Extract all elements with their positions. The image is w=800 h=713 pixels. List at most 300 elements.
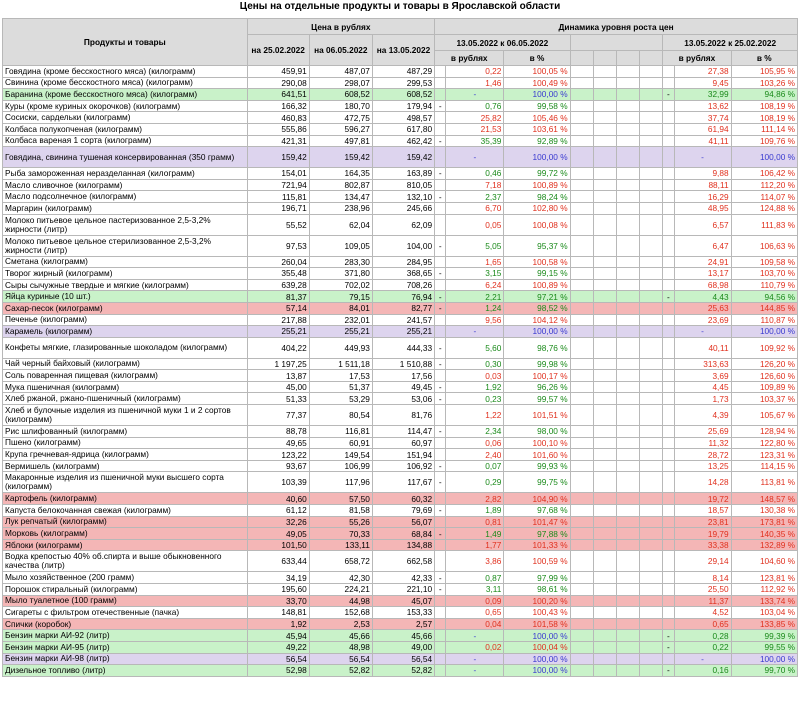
table-row <box>3 202 798 214</box>
empty-cell <box>570 179 593 191</box>
minus-sign <box>435 66 446 78</box>
empty-cell <box>594 89 617 101</box>
table-row <box>3 653 798 665</box>
minus-sign <box>663 135 674 147</box>
empty-cell <box>594 268 617 280</box>
change-pct-cell: 100,00 % <box>504 326 570 338</box>
price-cell: 159,42 <box>247 147 309 168</box>
table-row <box>3 426 798 438</box>
change-rub-cell: 13,62 <box>674 100 731 112</box>
change-pct-cell: 105,46 % <box>504 112 570 124</box>
minus-sign <box>435 607 446 619</box>
change-rub-cell: 1,92 <box>446 381 504 393</box>
header-blank <box>617 51 639 66</box>
empty-cell <box>570 202 593 214</box>
minus-sign <box>663 256 674 268</box>
table-row <box>3 505 798 517</box>
empty-cell <box>639 326 662 338</box>
change-rub-cell: 40,11 <box>674 337 731 358</box>
change-rub-cell: 28,72 <box>674 449 731 461</box>
table-row <box>3 112 798 124</box>
minus-sign <box>435 179 446 191</box>
table-row <box>3 214 798 235</box>
change-pct-cell: 106,63 % <box>731 235 797 256</box>
empty-cell <box>594 100 617 112</box>
product-name: Соль поваренная пищевая (килограмм) <box>3 370 248 382</box>
price-cell: 52,82 <box>309 665 372 677</box>
minus-sign <box>663 607 674 619</box>
empty-cell <box>617 279 639 291</box>
table-row <box>3 168 798 180</box>
table-row <box>3 123 798 135</box>
empty-cell <box>594 665 617 677</box>
minus-sign <box>663 77 674 89</box>
change-pct-cell: 103,37 % <box>731 393 797 405</box>
change-rub-cell: 2,34 <box>446 426 504 438</box>
table-row <box>3 493 798 505</box>
change-pct-cell: 99,70 % <box>731 665 797 677</box>
empty-cell <box>594 291 617 303</box>
change-rub-cell: 41,11 <box>674 135 731 147</box>
minus-sign <box>435 89 446 101</box>
empty-cell <box>594 256 617 268</box>
price-cell: 53,29 <box>309 393 372 405</box>
change-rub-cell: 29,14 <box>674 551 731 572</box>
empty-cell <box>570 551 593 572</box>
change-rub-cell: 0,16 <box>674 665 731 677</box>
change-rub-cell: 68,98 <box>674 279 731 291</box>
price-cell: 617,80 <box>372 123 434 135</box>
empty-cell <box>617 326 639 338</box>
price-cell: 104,00 <box>372 235 434 256</box>
price-cell: 81,58 <box>309 505 372 517</box>
change-rub-cell: 4,45 <box>674 381 731 393</box>
change-pct-cell: 112,20 % <box>731 179 797 191</box>
table-row <box>3 572 798 584</box>
change-rub-cell: 3,11 <box>446 584 504 596</box>
change-rub-cell: 11,37 <box>674 595 731 607</box>
price-cell: 708,26 <box>372 279 434 291</box>
product-name: Бензин марки АИ-95 (литр) <box>3 641 248 653</box>
price-cell: 49,05 <box>247 528 309 540</box>
empty-cell <box>570 100 593 112</box>
change-pct-cell: 108,19 % <box>731 100 797 112</box>
minus-sign <box>663 437 674 449</box>
table-row <box>3 314 798 326</box>
price-cell: 180,70 <box>309 100 372 112</box>
change-rub-cell: 0,05 <box>446 214 504 235</box>
change-pct-cell: 92,89 % <box>504 135 570 147</box>
change-rub-cell: 2,21 <box>446 291 504 303</box>
price-cell: 61,12 <box>247 505 309 517</box>
empty-cell <box>617 618 639 630</box>
price-cell: 44,98 <box>309 595 372 607</box>
empty-cell <box>617 302 639 314</box>
empty-cell <box>639 493 662 505</box>
price-cell: 2,57 <box>372 618 434 630</box>
empty-cell <box>617 551 639 572</box>
product-name: Карамель (килограмм) <box>3 326 248 338</box>
price-cell: 132,10 <box>372 191 434 203</box>
product-name: Сыры сычужные твердые и мягкие (килограмм) <box>3 279 248 291</box>
change-rub-cell: - <box>674 653 731 665</box>
change-pct-cell: 124,88 % <box>731 202 797 214</box>
empty-cell <box>594 426 617 438</box>
minus-sign: - <box>435 168 446 180</box>
empty-cell <box>639 551 662 572</box>
change-rub-cell: 0,04 <box>446 618 504 630</box>
empty-cell <box>617 100 639 112</box>
empty-cell <box>570 135 593 147</box>
empty-cell <box>594 551 617 572</box>
minus-sign: - <box>663 665 674 677</box>
price-cell: 196,71 <box>247 202 309 214</box>
change-rub-cell: 3,86 <box>446 551 504 572</box>
header-date-1: на 25.02.2022 <box>247 35 309 66</box>
price-cell: 56,54 <box>309 653 372 665</box>
empty-cell <box>639 256 662 268</box>
product-name: Сметана (килограмм) <box>3 256 248 268</box>
minus-sign <box>435 595 446 607</box>
change-rub-cell: 0,81 <box>446 516 504 528</box>
empty-cell <box>570 528 593 540</box>
price-cell: 217,88 <box>247 314 309 326</box>
product-name: Лук репчатый (килограмм) <box>3 516 248 528</box>
minus-sign <box>663 595 674 607</box>
price-cell: 88,78 <box>247 426 309 438</box>
empty-cell <box>570 618 593 630</box>
price-cell: 421,31 <box>247 135 309 147</box>
minus-sign <box>435 279 446 291</box>
empty-cell <box>617 314 639 326</box>
change-pct-cell: 103,70 % <box>731 268 797 280</box>
empty-cell <box>617 123 639 135</box>
change-pct-cell: 100,00 % <box>504 653 570 665</box>
empty-cell <box>639 302 662 314</box>
change-rub-cell: - <box>446 653 504 665</box>
minus-sign <box>435 539 446 551</box>
empty-cell <box>617 202 639 214</box>
table-row <box>3 135 798 147</box>
minus-sign <box>663 302 674 314</box>
empty-cell <box>617 112 639 124</box>
empty-cell <box>617 505 639 517</box>
empty-cell <box>570 449 593 461</box>
change-pct-cell: 100,00 % <box>731 653 797 665</box>
table-row <box>3 516 798 528</box>
empty-cell <box>570 77 593 89</box>
change-rub-cell: 1,46 <box>446 77 504 89</box>
minus-sign <box>663 370 674 382</box>
change-pct-cell: 99,93 % <box>504 460 570 472</box>
empty-cell <box>617 449 639 461</box>
change-pct-cell: 99,58 % <box>504 100 570 112</box>
price-cell: 487,07 <box>309 66 372 78</box>
empty-cell <box>639 539 662 551</box>
product-name: Морковь (килограмм) <box>3 528 248 540</box>
price-cell: 255,21 <box>309 326 372 338</box>
empty-cell <box>570 337 593 358</box>
table-row <box>3 279 798 291</box>
empty-cell <box>570 302 593 314</box>
change-pct-cell: 100,43 % <box>504 607 570 619</box>
change-rub-cell: 35,39 <box>446 135 504 147</box>
empty-cell <box>617 572 639 584</box>
change-rub-cell: 0,09 <box>446 595 504 607</box>
price-cell: 459,91 <box>247 66 309 78</box>
price-cell: 76,94 <box>372 291 434 303</box>
price-cell: 371,80 <box>309 268 372 280</box>
empty-cell <box>594 235 617 256</box>
table-row <box>3 381 798 393</box>
price-cell: 1 511,18 <box>309 358 372 370</box>
change-rub-cell: 1,77 <box>446 539 504 551</box>
price-cell: 159,42 <box>309 147 372 168</box>
price-cell: 123,22 <box>247 449 309 461</box>
change-rub-cell: 0,03 <box>446 370 504 382</box>
change-rub-cell: 88,11 <box>674 179 731 191</box>
empty-cell <box>639 607 662 619</box>
change-rub-cell: 0,06 <box>446 437 504 449</box>
change-rub-cell: 6,24 <box>446 279 504 291</box>
minus-sign <box>663 337 674 358</box>
minus-sign <box>663 381 674 393</box>
change-pct-cell: 100,00 % <box>504 147 570 168</box>
change-rub-cell: 21,53 <box>446 123 504 135</box>
header-prices: Цена в рублях <box>247 19 435 35</box>
price-cell: 45,66 <box>372 630 434 642</box>
empty-cell <box>617 77 639 89</box>
minus-sign <box>435 202 446 214</box>
price-cell: 17,53 <box>309 370 372 382</box>
price-cell: 179,94 <box>372 100 434 112</box>
change-rub-cell: 6,70 <box>446 202 504 214</box>
minus-sign <box>435 370 446 382</box>
price-cell: 79,15 <box>309 291 372 303</box>
empty-cell <box>639 381 662 393</box>
minus-sign <box>663 147 674 168</box>
empty-cell <box>639 572 662 584</box>
empty-cell <box>594 493 617 505</box>
price-cell: 17,56 <box>372 370 434 382</box>
empty-cell <box>594 630 617 642</box>
change-rub-cell: 0,29 <box>446 472 504 493</box>
price-cell: 355,48 <box>247 268 309 280</box>
change-rub-cell: 1,22 <box>446 405 504 426</box>
price-cell: 84,01 <box>309 302 372 314</box>
change-rub-cell: - <box>674 326 731 338</box>
change-pct-cell: 132,89 % <box>731 539 797 551</box>
table-row <box>3 393 798 405</box>
empty-cell <box>570 595 593 607</box>
empty-cell <box>570 256 593 268</box>
price-cell: 133,11 <box>309 539 372 551</box>
empty-cell <box>594 449 617 461</box>
change-rub-cell: 9,56 <box>446 314 504 326</box>
minus-sign: - <box>663 291 674 303</box>
change-rub-cell: - <box>446 326 504 338</box>
change-pct-cell: 126,20 % <box>731 358 797 370</box>
change-pct-cell: 114,07 % <box>731 191 797 203</box>
empty-cell <box>639 437 662 449</box>
minus-sign: - <box>435 291 446 303</box>
empty-cell <box>639 528 662 540</box>
minus-sign <box>663 505 674 517</box>
header-blank <box>594 51 617 66</box>
price-cell: 497,81 <box>309 135 372 147</box>
change-rub-cell: - <box>674 147 731 168</box>
empty-cell <box>639 66 662 78</box>
empty-cell <box>570 381 593 393</box>
price-cell: 159,42 <box>372 147 434 168</box>
price-cell: 151,94 <box>372 449 434 461</box>
change-pct-cell: 122,80 % <box>731 437 797 449</box>
empty-cell <box>594 618 617 630</box>
change-pct-cell: 98,61 % <box>504 584 570 596</box>
empty-cell <box>570 572 593 584</box>
empty-cell <box>570 326 593 338</box>
product-name: Колбаса полукопченая (килограмм) <box>3 123 248 135</box>
price-cell: 1 510,88 <box>372 358 434 370</box>
price-cell: 154,01 <box>247 168 309 180</box>
minus-sign <box>435 256 446 268</box>
product-name: Чай черный байховый (килограмм) <box>3 358 248 370</box>
empty-cell <box>594 528 617 540</box>
empty-cell <box>639 268 662 280</box>
minus-sign <box>663 202 674 214</box>
change-pct-cell: 94,56 % <box>731 291 797 303</box>
change-rub-cell: 2,82 <box>446 493 504 505</box>
minus-sign: - <box>663 641 674 653</box>
empty-cell <box>570 472 593 493</box>
change-pct-cell: 103,61 % <box>504 123 570 135</box>
empty-cell <box>639 279 662 291</box>
minus-sign <box>663 528 674 540</box>
product-name: Молоко питьевое цельное пастеризованное 2,5-3,2% жирности (литр) <box>3 214 248 235</box>
product-name: Хлеб и булочные изделия из пшеничной муки 1 и 2 сортов (килограмм) <box>3 405 248 426</box>
price-cell: 810,05 <box>372 179 434 191</box>
minus-sign: - <box>435 393 446 405</box>
empty-cell <box>617 641 639 653</box>
minus-sign <box>663 516 674 528</box>
table-row <box>3 326 798 338</box>
change-pct-cell: 98,24 % <box>504 191 570 203</box>
empty-cell <box>617 437 639 449</box>
change-rub-cell: 0,02 <box>446 641 504 653</box>
change-rub-cell: 61,94 <box>674 123 731 135</box>
change-rub-cell: 25,50 <box>674 584 731 596</box>
price-cell: 153,33 <box>372 607 434 619</box>
minus-sign <box>663 539 674 551</box>
empty-cell <box>594 279 617 291</box>
minus-sign <box>435 214 446 235</box>
change-pct-cell: 112,92 % <box>731 584 797 596</box>
change-rub-cell: 4,52 <box>674 607 731 619</box>
price-cell: 658,72 <box>309 551 372 572</box>
minus-sign: - <box>435 358 446 370</box>
price-cell: 97,53 <box>247 235 309 256</box>
empty-cell <box>639 505 662 517</box>
change-pct-cell: 100,00 % <box>731 326 797 338</box>
empty-cell <box>639 314 662 326</box>
change-pct-cell: 98,76 % <box>504 337 570 358</box>
price-cell: 224,21 <box>309 584 372 596</box>
empty-cell <box>639 516 662 528</box>
change-pct-cell: 98,52 % <box>504 302 570 314</box>
table-row <box>3 358 798 370</box>
empty-cell <box>570 314 593 326</box>
empty-cell <box>617 493 639 505</box>
minus-sign: - <box>435 505 446 517</box>
price-cell: 106,99 <box>309 460 372 472</box>
minus-sign: - <box>435 472 446 493</box>
price-cell: 55,52 <box>247 214 309 235</box>
empty-cell <box>639 358 662 370</box>
minus-sign <box>435 314 446 326</box>
change-pct-cell: 123,81 % <box>731 572 797 584</box>
empty-cell <box>570 493 593 505</box>
table-row <box>3 460 798 472</box>
minus-sign: - <box>435 460 446 472</box>
minus-sign <box>663 493 674 505</box>
empty-cell <box>594 314 617 326</box>
price-cell: 81,37 <box>247 291 309 303</box>
price-cell: 163,89 <box>372 168 434 180</box>
change-pct-cell: 100,58 % <box>504 256 570 268</box>
change-pct-cell: 103,04 % <box>731 607 797 619</box>
change-pct-cell: 100,00 % <box>504 89 570 101</box>
header-pct-2: в % <box>731 51 797 66</box>
header-period-1: 13.05.2022 к 06.05.2022 <box>435 35 571 51</box>
empty-cell <box>639 449 662 461</box>
price-cell: 134,88 <box>372 539 434 551</box>
price-cell: 368,65 <box>372 268 434 280</box>
minus-sign <box>663 191 674 203</box>
price-cell: 53,06 <box>372 393 434 405</box>
price-cell: 52,98 <box>247 665 309 677</box>
change-pct-cell: 97,88 % <box>504 528 570 540</box>
minus-sign: - <box>435 528 446 540</box>
price-cell: 81,76 <box>372 405 434 426</box>
empty-cell <box>617 460 639 472</box>
price-cell: 487,29 <box>372 66 434 78</box>
minus-sign <box>663 572 674 584</box>
change-pct-cell: 109,89 % <box>731 381 797 393</box>
price-cell: 260,04 <box>247 256 309 268</box>
minus-sign <box>435 449 446 461</box>
change-pct-cell: 111,14 % <box>731 123 797 135</box>
empty-cell <box>570 460 593 472</box>
change-pct-cell: 100,49 % <box>504 77 570 89</box>
price-cell: 52,82 <box>372 665 434 677</box>
change-rub-cell: 1,49 <box>446 528 504 540</box>
minus-sign <box>435 77 446 89</box>
price-cell: 221,10 <box>372 584 434 596</box>
table-row <box>3 77 798 89</box>
change-rub-cell: 0,22 <box>446 66 504 78</box>
product-name: Свинина (кроме бесскостного мяса) (килограмм) <box>3 77 248 89</box>
change-pct-cell: 104,60 % <box>731 551 797 572</box>
empty-cell <box>594 572 617 584</box>
empty-cell <box>639 291 662 303</box>
table-row <box>3 618 798 630</box>
price-cell: 49,45 <box>372 381 434 393</box>
price-cell: 60,91 <box>309 437 372 449</box>
empty-cell <box>639 168 662 180</box>
empty-cell <box>570 214 593 235</box>
change-rub-cell: 25,82 <box>446 112 504 124</box>
change-pct-cell: 113,81 % <box>731 472 797 493</box>
